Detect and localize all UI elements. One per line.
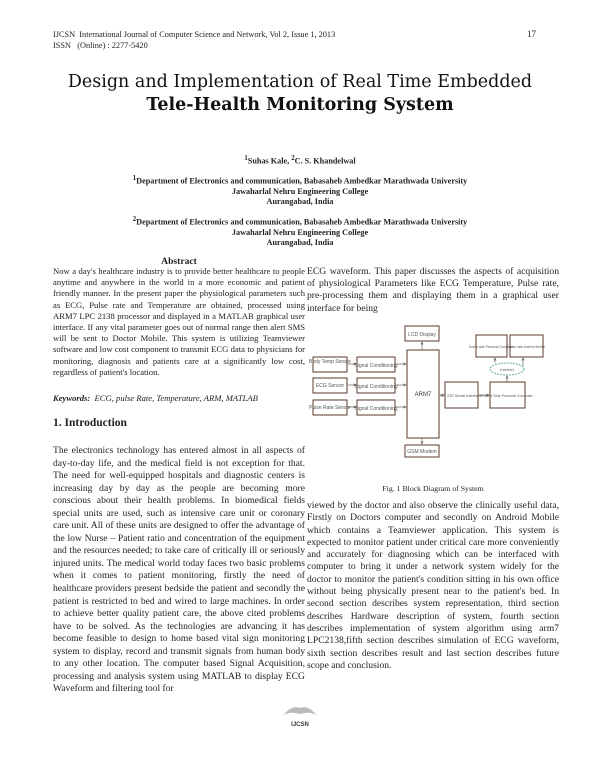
keywords [53, 392, 305, 405]
label-internet: Internet [500, 367, 514, 372]
label-temp: Body Temp Sensor [308, 359, 352, 365]
issn-label: ISSN [53, 41, 71, 50]
affil-city: Aurangabad, India [266, 196, 334, 206]
affil-college: Jawaharlal Nehru Engineering College [231, 227, 369, 237]
author-2: C. S. Khandelwal [294, 156, 356, 166]
title-line-1: Design and Implementation of Real Time Embedded [67, 72, 533, 92]
page-number: 17 [527, 29, 536, 39]
affiliation-2 [0, 215, 600, 248]
logo-text: IJCSN [291, 722, 309, 728]
keywords-text: ECG, pulse Rate, Temperature, ARM, MATLAB [94, 393, 258, 403]
authors [0, 154, 600, 167]
ijcsn-logo [280, 703, 320, 728]
keywords-label: Keywords: [53, 393, 91, 403]
right-bottom-text: viewed by the doctor and also observe the clinically useful data, Firstly on Doctors computer and secondly on Android Mobile which contains a Teamviewer application. This system is expected to monitor patient under critical care more conveniently and accurately for diagnosing which can be interfaced with computer to bring it under a network system widely for the doctor to monitor the patient's condition sitting in his own office without being physically present near to the patient's bed. In second section describes system representation, third section describes Hardware description of system, fourth section describes implementation of system algorithm using arm7 LPC2138,fifth section describes simulation of ECG waveform, sixth section describes result and last section describes future scope and conclusion. [307, 500, 559, 671]
label-dpc: Doctor side Personal Computer [468, 345, 514, 349]
running-header [53, 29, 335, 51]
label-rs232: RS 232 Serial Interface [440, 393, 482, 398]
issn: (Online) : 2277-5420 [77, 41, 148, 50]
affil-dept: Department of Electronics and communication, Babasaheb Ambedkar Marathwada University [136, 176, 468, 186]
affil-sup: 1 [132, 175, 137, 182]
label-sc2: Signal Conditioning [354, 384, 398, 390]
right-top-text: ECG waveform. This paper discusses the aspects of acquisition of physiological Parameters like ECG Temperature, Pulse rate, pre-processing them and displaying them in a graphical user interface for being [307, 266, 559, 314]
affil-college: Jawaharlal Nehru Engineering College [231, 186, 369, 196]
label-dmob: Doctor side Android Mobile [506, 345, 546, 349]
block-diagram [305, 320, 565, 465]
label-gsm: GSM Modem [407, 449, 437, 455]
author-sup: 1 [244, 155, 248, 162]
abstract-heading: Abstract [161, 256, 197, 267]
affil-sup: 2 [132, 216, 137, 223]
author-1: Suhas Kale, [247, 156, 292, 166]
intro-text: The electronics technology has entered almost in all aspects of day-to-day life, and the medical field is not exception for that. The need for well-equipped hospitals and diagnostic centers is increasing day by day as the people are becoming more conscious about their health problems. In biomedical fields special units are used, such as intensive care unit or coronary care unit. All of these units are designed to offer the advantage of the low Nurse – Patient ratio and concentration of the equipment and the resources needed; to take care of critically ill or seriously injured units. The medical world today faces two basic problems when it comes to patient monitoring, firstly the need of healthcare providers present bedside the patient and secondly the patient is restricted to bed and wired to large machines. In order to achieve better quality patient care, the above cited problems have to be solved. As the technologies are advancing it has become feasible to design to home based vital sign monitoring system to display, record and transmit signals from human body to any other location. The computer based Signal Acquisition, processing and analysis system using MATLAB to display ECG Waveform and filtering tool for [53, 445, 305, 695]
affil-dept: Department of Electronics and communication, Babasaheb Ambedkar Marathwada University [136, 217, 468, 227]
book-logo-icon [283, 703, 317, 717]
label-arm: ARM7 [414, 392, 432, 398]
label-sc3: Signal Conditioning [354, 406, 398, 412]
abstract-text: Now a day's healthcare industry is to provide better healthcare to people anytime and anywhere in the world in a more economic and patient friendly manner. In the present paper the physiological parameters such as ECG, Pulse rate and Temperature are obtained, processed using ARM7 LPC 2138 processor and displayed in a MATLAB graphical user interface. If any vital parameter goes out of normal range then alert SMS will be sent to Doctor Mobile. This system is utilizing Teamviewer software and low cost component to transmit ECG data to physicians for monitoring, diagnosis and patients care at a significantly low cost, regardless of patient's location. [53, 266, 305, 377]
label-lcd: LCD Display [408, 332, 436, 338]
affil-city: Aurangabad, India [266, 237, 334, 247]
author-sup: 2 [291, 155, 295, 162]
title-line-2: Tele-Health Monitoring System [146, 95, 454, 115]
intro-heading: 1. Introduction [53, 417, 127, 429]
journal-name: International Journal of Computer Science and Network, Vol 2, Issue 1, 2013 [79, 30, 336, 39]
journal-abbr: IJCSN [53, 30, 76, 39]
label-ppc: Patient Side Personal Computer [481, 394, 533, 398]
paper-title [0, 71, 600, 117]
label-pulse: Pulse Rate Sensor [309, 405, 351, 411]
figure-caption: Fig. 1 Block Diagram of System [382, 484, 484, 493]
label-sc1: Signal Conditioning [354, 363, 398, 369]
label-ecg: ECG Sensor [315, 383, 345, 389]
affiliation-1 [0, 174, 600, 207]
